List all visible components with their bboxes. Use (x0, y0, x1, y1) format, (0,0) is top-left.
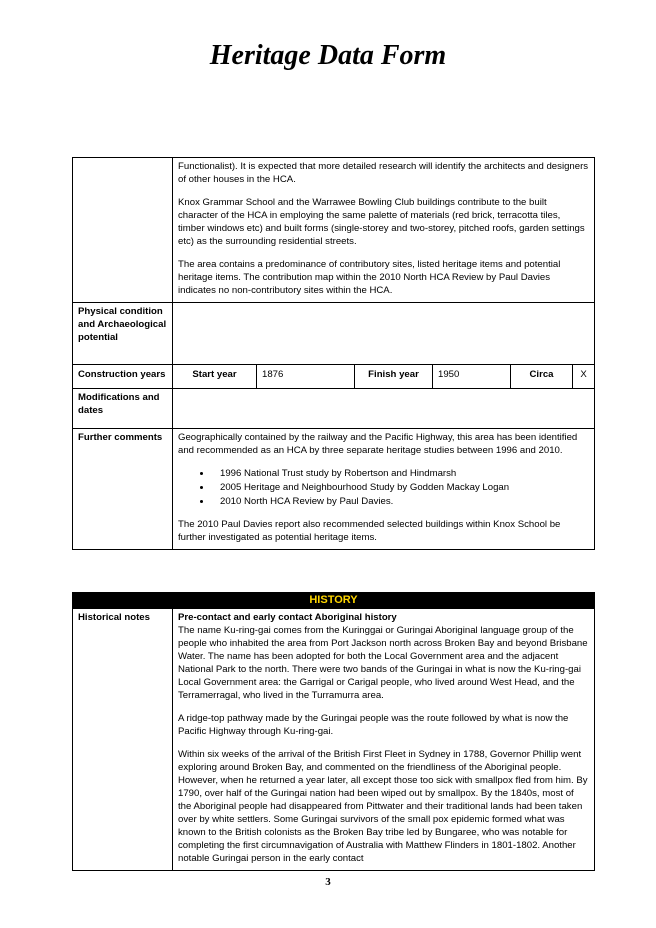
history-paragraph: The name Ku-ring-gai comes from the Kuringgai or Guringai Aboriginal language group of the people who inhabited the area from Port Jackson north across Broken Bay and beyond Brisbane Water. The name has been adopted for both the Local Government area and the adjacent National Park to the north. There were two bands of the Guringai in what is now the Ku-ring-gai Local Government area: the Garrigal or Carigal people, who lived around West Head, and the Terramerragal, who lived in the Turramurra area. (178, 625, 588, 701)
history-paragraph: A ridge-top pathway made by the Guringai people was the route followed by what is now the Pacific Highway through Ku-ring-gai. (178, 713, 569, 737)
historical-notes-label: Historical notes (73, 609, 173, 871)
circa-label: Circa (511, 365, 573, 389)
start-year-label: Start year (173, 365, 257, 389)
history-header-row (73, 593, 595, 609)
description-row (73, 158, 595, 303)
further-comments-label: Further comments (73, 429, 173, 550)
physical-condition-value (173, 303, 595, 365)
modifications-row (73, 389, 595, 429)
page-title: Heritage Data Form (209, 40, 447, 71)
history-heading: HISTORY (73, 593, 595, 609)
description-paragraph: Knox Grammar School and the Warrawee Bowling Club buildings contribute to the built character of the HCA in employing the same palette of materials (red brick, terracotta tiles, timber windows etc) and built forms (single-storey and two-storey, pitched roofs, garden settings etc) as the surrounding residential streets. (178, 197, 585, 247)
page-number: 3 (325, 876, 331, 888)
further-comments-cell (173, 429, 595, 550)
modifications-value (173, 389, 595, 429)
history-table (72, 592, 595, 871)
history-subheading: Pre-contact and early contact Aboriginal history (178, 612, 397, 623)
further-comments-row (73, 429, 595, 550)
circa-value: X (573, 365, 595, 389)
historical-notes-cell (173, 609, 595, 871)
studies-list (178, 467, 589, 508)
further-comments-outro: The 2010 Paul Davies report also recommended selected buildings within Knox School be further investigated as potential heritage items. (178, 519, 561, 543)
description-paragraph: The area contains a predominance of contributory sites, listed heritage items and potential heritage items. The contribution map within the 2010 North HCA Review by Paul Davies indicates no non-contributory sites within the HCA. (178, 259, 561, 296)
historical-notes-row (73, 609, 595, 871)
list-item: • 2010 North HCA Review by Paul Davies. (212, 495, 589, 508)
start-year-value: 1876 (257, 365, 355, 389)
description-cell (173, 158, 595, 303)
physical-condition-row (73, 303, 595, 365)
history-paragraph: Within six weeks of the arrival of the British First Fleet in Sydney in 1788, Governor Phillip went exploring around Broken Bay, and commented on the friendliness of the Aboriginal people. However, when he returned a year later, all except those too sick with smallpox fled from him. By 1790, over half of the Guringai nation had been wiped out by smallpox. By the 1840s, most of the Aboriginal people had disappeared from Pittwater and their traditional lands had been taken over by white settlers. Some Guringai survivors of the small pox epidemic formed what was known to the British colonists as the Broken Bay tribe led by Bungaree, who was notable for completing the first circumnavigation of Australia with Matthew Flinders in 1801-1802. Another notable Guringai person in the early contact (178, 749, 588, 864)
description-label-cell (73, 158, 173, 303)
list-item: • 1996 National Trust study by Robertson and Hindmarsh (212, 467, 589, 480)
heritage-form-table (72, 157, 595, 550)
further-comments-intro: Geographically contained by the railway and the Pacific Highway, this area has been identified and recommended as an HCA by three separate heritage studies between 1996 and 2010. (178, 432, 578, 456)
finish-year-label: Finish year (355, 365, 433, 389)
construction-years-row (73, 365, 595, 389)
modifications-label: Modifications and dates (73, 389, 173, 429)
physical-condition-label: Physical condition and Archaeological potential (73, 303, 173, 365)
description-paragraph: Functionalist). It is expected that more detailed research will identify the architects and designers of other houses in the HCA. (178, 161, 589, 185)
list-item: • 2005 Heritage and Neighbourhood Study by Godden Mackay Logan (212, 481, 589, 494)
finish-year-value: 1950 (433, 365, 511, 389)
construction-years-label: Construction years (73, 365, 173, 389)
